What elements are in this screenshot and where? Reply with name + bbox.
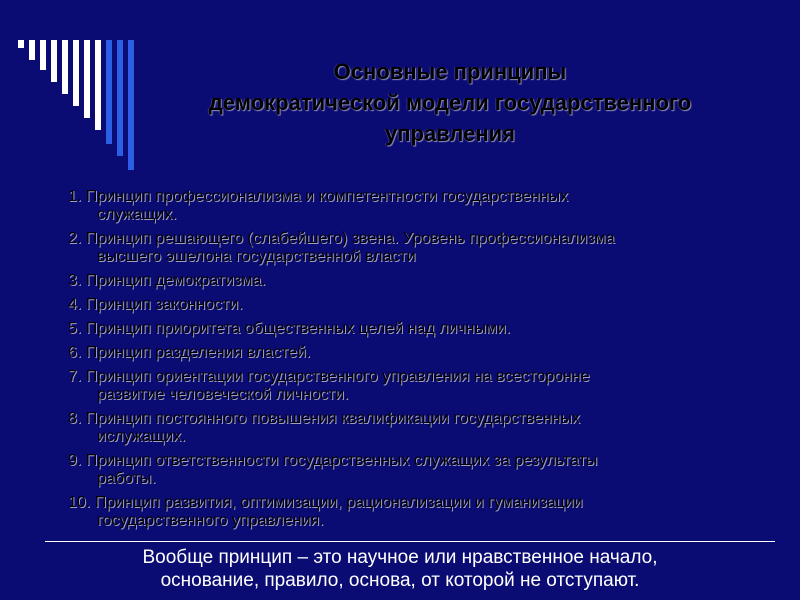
stripe xyxy=(117,40,123,156)
stripe xyxy=(18,40,24,48)
principle-item xyxy=(68,296,768,314)
principle-text: 5. Принцип приоритета общественных целей над личными. xyxy=(68,320,511,337)
stripe xyxy=(95,40,101,130)
principle-item xyxy=(68,344,768,362)
title-line: Основные принципы xyxy=(333,59,567,84)
principle-text: 9. Принцип ответственности государственных служащих за результаты xyxy=(68,452,598,469)
principle-item xyxy=(68,230,768,266)
title-line: управления xyxy=(384,121,515,146)
definition-footer xyxy=(40,546,760,592)
principle-item xyxy=(68,320,768,338)
principle-text-continuation: работы. xyxy=(97,470,156,487)
principle-item xyxy=(68,368,768,404)
stripe xyxy=(29,40,35,60)
title-line: демократической модели государственного xyxy=(208,90,692,115)
principle-text: 1. Принцип профессионализма и компетентности государственных xyxy=(68,188,569,205)
stripe xyxy=(51,40,57,82)
principle-text-continuation: ислужащих. xyxy=(97,428,186,445)
slide-title xyxy=(140,56,760,149)
principle-text: 6. Принцип разделения властей. xyxy=(68,344,311,361)
footer-line: Вообще принцип – это научное или нравственное начало, xyxy=(142,547,658,568)
principle-text: 2. Принцип решающего (слабейшего) звена. Уровень профессионализма xyxy=(68,230,615,247)
decorative-stripes xyxy=(0,0,140,200)
stripe xyxy=(128,40,134,170)
stripe xyxy=(73,40,79,106)
principle-item xyxy=(68,188,768,224)
principle-text-continuation: развитие человеческой личности. xyxy=(97,386,349,403)
stripe xyxy=(106,40,112,144)
principle-text-continuation: служащих. xyxy=(97,206,177,223)
stripe xyxy=(62,40,68,94)
principle-item xyxy=(68,272,768,290)
principle-item xyxy=(68,410,768,446)
stripe xyxy=(84,40,90,118)
principle-item xyxy=(68,494,768,530)
principle-text: 3. Принцип демократизма. xyxy=(68,272,266,289)
principles-list xyxy=(68,188,768,534)
principle-item xyxy=(68,452,768,488)
footer-divider xyxy=(45,541,775,542)
principle-text: 10. Принцип развития, оптимизации, рационализации и гуманизации xyxy=(68,494,583,511)
principle-text: 4. Принцип законности. xyxy=(68,296,243,313)
principle-text-continuation: высшего эшелона государственной власти xyxy=(97,248,416,265)
footer-line: основание, правило, основа, от которой не отступают. xyxy=(160,570,640,591)
principle-text-continuation: государственного управления. xyxy=(97,512,324,529)
principle-text: 7. Принцип ориентации государственного управления на всесторонне xyxy=(68,368,590,385)
stripe xyxy=(40,40,46,70)
principle-text: 8. Принцип постоянного повышения квалификации государственных xyxy=(68,410,581,427)
